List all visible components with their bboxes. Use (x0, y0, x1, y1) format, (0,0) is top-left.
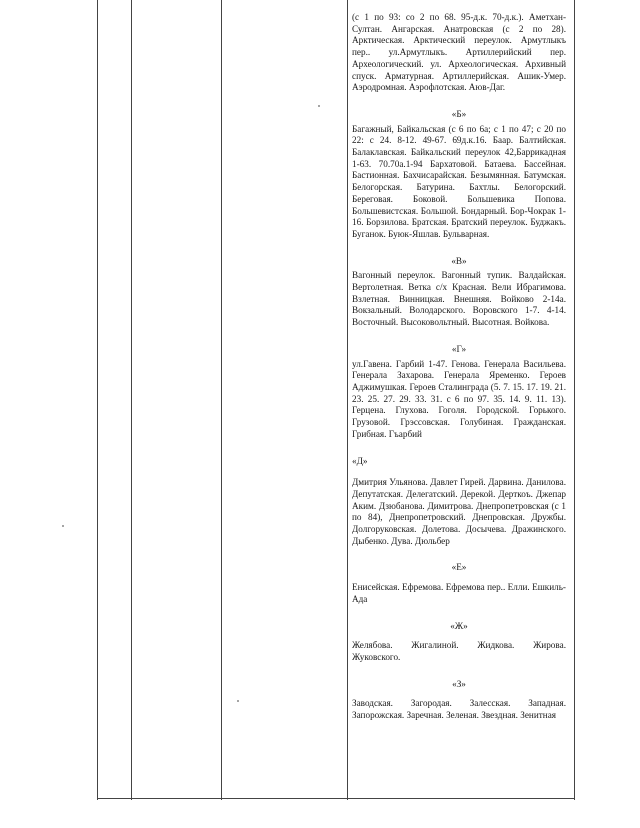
letter-heading-v: «В» (451, 255, 467, 266)
street-paragraph-e: Енисейская. Ефремова. Ефремова пер.. Елли. Ешкиль-Ада (352, 582, 566, 604)
column-divider-3 (347, 0, 348, 800)
letter-heading-g: «Г» (451, 343, 467, 354)
letter-heading-d: «Д» (352, 455, 368, 466)
letter-heading-b: «Б» (451, 108, 467, 119)
street-paragraph-g: ул.Гавена. Гарбий 1-47. Генова. Генерала Васильева. Генерала Захарова. Генерала Яременко. Героев Аджимушкая. Героев Сталинграда (5. 7. 15. 17. 19. 21. 23. 25. 27. 29. 33. 31. с 6 по 97. 35. 14. 9. 11. 13). Герцена. Глухова. Гоголя. Городской. Горького. Грузовой. Грэссовская. Голубиная. Гражданская. Грибная. Гъарбий (352, 358, 566, 439)
street-paragraph-zh: Желябова. Жигалиной. Жидкова. Жирова. Жуковского. (352, 640, 566, 662)
scan-speck (62, 525, 64, 527)
column-divider-2 (221, 0, 222, 800)
street-paragraph-z: Заводская. Загородая. Залесская. Западная. Запорожская. Заречная. Зеленая. Звездная. Зенитная (352, 698, 566, 721)
street-paragraph-a: (с 1 по 93: со 2 по 68. 95-д.к. 70-д.к.). Аметхан-Султан. Ангарская. Анатровская (с 2 по 28). Арктическая. Арктический переулок. Армутлыкъ пер.. ул.Армутлыкъ. Артиллерийский пер. Археологический. ул. Археологическая. Архивный спуск. Арматурная. Артиллерийская. Ашик-Умер. Аэродромная. Аэрофлотская. Аюв-Даг. (352, 12, 566, 93)
letter-heading-e: «Е» (451, 562, 467, 573)
scan-speck (237, 700, 239, 702)
street-paragraph-v: Вагонный переулок. Вагонный тупик. Валдайская. Вертолетная. Ветка с/х Красная. Вели Ибрагимова. Взлетная. Винницкая. Внешняя. Войково 2-14а. Вокзальный. Володарского. Воровского 1-7. 4-14. Восточный. Высоковольтный. Высотная. Войкова. (352, 270, 566, 328)
column-divider-1 (131, 0, 132, 800)
street-list (352, 12, 566, 722)
scan-speck (318, 105, 320, 107)
table-border-right (574, 0, 575, 800)
table-border-left (97, 0, 98, 800)
letter-heading-z: «З» (452, 678, 466, 689)
street-paragraph-d: Дмитрия Ульянова. Давлет Гирей. Дарвина. Данилова. Депутатская. Делегатский. Дерекой. Дерткоъ. Джепар Аким. Дзюбанова. Димитрова. Днепропетровская (с 1 по 84), Днепропетровский. Днепровская. Дружбы. Долгоруковская. Долетова. Досычева. Дражинского. Дыбенко. Дува. Дюльбер (352, 477, 566, 546)
street-paragraph-b: Багажный, Байкальская (с 6 по 6а; с 1 по 47; с 20 по 22: с 24. 8-12. 49-67. 69д.к.16. Баар. Балтийская. Балаклавская. Байкальский переулок 42,Баррикадная 1-63. 70.70а.1-94 Бархатовой. Батаева. Бассейная. Бастионная. Бахчисарайская. Безымянная. Батумская. Белогорская. Батурина. Бахтлы. Белогорский. Береговая. Боковой. Большевика Попова. Большевистская. Большой. Бондарный. Бор-Чокрак 1-16. Борзилова. Братская. Братский переулок. Буджакъ. Буганок. Буюк-Яшлав. Бульварная. (352, 123, 566, 239)
table-border-bottom (97, 798, 575, 799)
letter-heading-zh: «Ж» (450, 620, 468, 631)
